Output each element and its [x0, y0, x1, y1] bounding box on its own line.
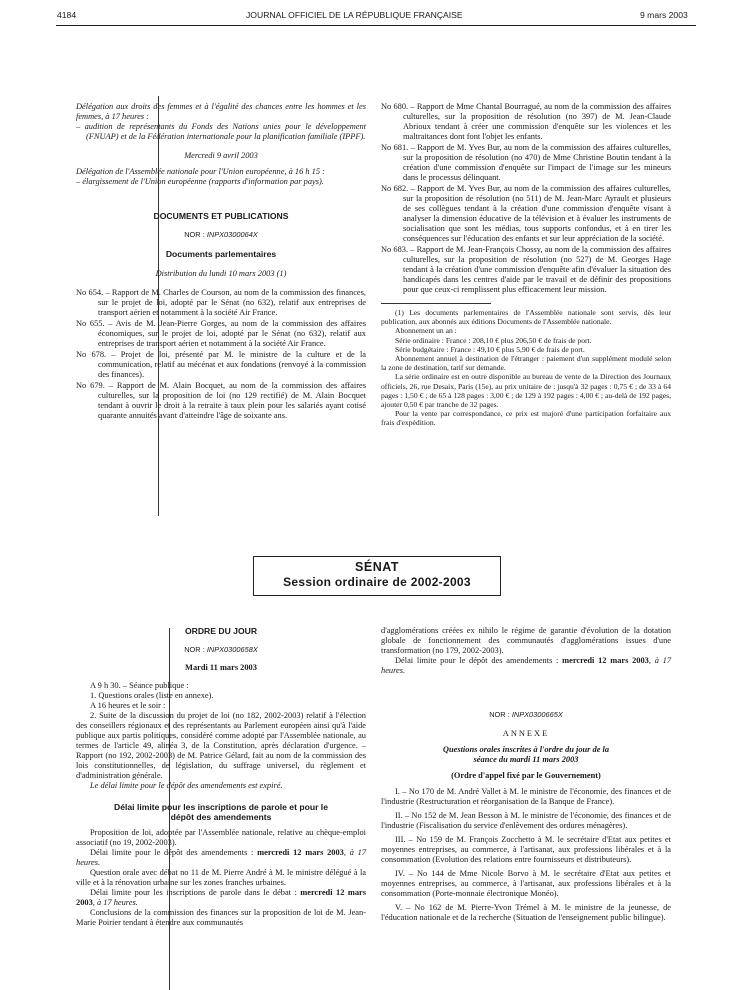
session-date: Mardi 11 mars 2003 [185, 663, 257, 672]
delai-depot: Délai limite pour le dépôt des amendements : mercredi 12 mars 2003, à 17 heures. [76, 848, 367, 867]
vente-info: La série ordinaire est en outre disponible au bureau de vente de la Direction des Journaux officiels, 26, rue Desaix, Paris (15e), au prix unitaire de : jusqu'à 32 pages : 0,75 € ; de 33 à 64 pages : 1,50 € ; de 65 à 128 pages : 3,00 € ; de 129 à 192 pages : 4,00 € ; au-delà de 192 pages, ajouter 0,50 € par tranche de 32 pages. [381, 372, 671, 410]
continuation-text: d'agglomérations créées ex nihilo le régime de garantie d'évolution de la dotation globale de fonctionnement des communautés d'agglomérations issues d'une transformation (no 179, 2002-2003). [381, 626, 671, 655]
senat-box [253, 556, 501, 596]
document-entry: No 679. – Rapport de M. Alain Bocquet, au nom de la commission des affaires culturelles, sur la proposition de loi (no 129 rectifié) de M. Alain Bocquet tendant à ouvrir le droit à la retraite à taux plein pour les salariés ayant cotisé quarante annuités avant d'atteindre l'âge de soixante ans. [76, 381, 366, 420]
annexe-nor: NOR : INPX0300665X [489, 710, 563, 719]
distribution-date: Distribution du lundi 10 mars 2003 (1) [155, 269, 287, 278]
conclusions: Conclusions de la commission des finances sur la proposition de loi de M. Jean-Marie Poirier tendant à étendre aux communautés [76, 908, 366, 927]
delai-heading: Délai limite pour les inscriptions de parole et pour le dépôt des amendements [114, 802, 328, 822]
document-entry: No 655. – Avis de M. Jean-Pierre Gorges, au nom de la commission des affaires économiques, sur le projet de loi, adopté par le Sénat (no 632), relatif aux entreprises de transport aérien et notamment à la société Air France. [76, 319, 366, 348]
questions-title: Questions orales inscrites à l'ordre du jour de la séance du mardi 11 mars 2003 [442, 745, 610, 764]
documents-list [76, 288, 366, 421]
ordre-nor: NOR : INPX0300658X [184, 645, 258, 654]
proposition-loi: Proposition de loi, adoptée par l'Assemblée nationale, relative au chèque-emploi associatif (no 19, 2002-2003). [76, 828, 366, 847]
page-number: 4184 [57, 10, 77, 20]
left-column-bottom [76, 626, 366, 928]
agenda-item-2: 2. Suite de la discussion du projet de loi (no 182, 2002-2003) relatif à l'élection des conseillers régionaux et des représentants au Parlement européen ainsi qu'à l'aide publique aux partis politiques, considéré comme adopté par l'Assemblée nationale, au termes de l'article 49, alinéa 3, de la Constitution, après déclaration d'urgence. – Rapport (no 192, 2002-2003) de M. Patrice Gélard, fait au nom de la commission des lois constitutionnelles, de législation, du suffrage universel, du règlement et d'administration générale. [76, 711, 366, 780]
ordre-appel: (Ordre d'appel fixé par le Gouvernement) [451, 771, 601, 780]
senat-title: SÉNAT [355, 560, 399, 574]
serie-budgetaire: Série budgétaire : France : 49,10 € plus 5,90 € de frais de port. [395, 344, 585, 354]
document-entry: No 678. – Projet de loi, présenté par M. le ministre de la culture et de la communication, relatif au mécénat et aux fondations (renvoyé à la commission des finances). [76, 350, 366, 379]
audition-item: – audition de représentants du Fonds des Nations unies pour le développement (FNUAP) et de la Fédération internationale pour la planification familiale (IPPF). [76, 122, 366, 141]
right-column-bottom [381, 626, 671, 923]
question-item: IV. – No 144 de Mme Nicole Borvo à M. le secrétaire d'Etat aux petites et moyennes entreprises, au commerce, à l'artisanat, aux professions libérales et à la consommation (Porte-monnaie électronique Monéo). [381, 869, 671, 898]
serie-ordinaire: Série ordinaire : France : 208,10 € plus 206,50 € de frais de port. [395, 335, 592, 345]
page-header [0, 10, 751, 24]
header-date: 9 mars 2003 [640, 10, 688, 20]
header-rule [56, 25, 696, 26]
delai-parole: Délai limite pour les inscriptions de parole dans le débat : mercredi 12 mars 2003, à 17 heures. [76, 888, 366, 907]
document-entry: No 682. – Rapport de M. Yves Bur, au nom de la commission des affaires culturelles, sur la proposition de résolution (no 511) de M. Jean-Marc Ayrault et plusieurs de ses collègues tendant à la création d'une commission d'enquête visant à analyser la dimension éducative de la télévision et à évaluer les instruments de socialisation que sont les médias, tous supports confondus, et à en tirer les conséquences sur l'éducation des enfants et sur leur appréciation de la société. [381, 184, 671, 243]
question-item: I. – No 170 de M. André Vallet à M. le ministre de l'économie, des finances et de l'industrie (Restructuration et réorganisation de la Banque de France). [381, 787, 671, 806]
documents-subheading: Documents parlementaires [165, 249, 277, 259]
question-item: V. – No 162 de M. Pierre-Yvon Trémel à M. le ministre de la jeunesse, de l'éducation nationale et de la recherche (Situation de l'enseignement public bilingue). [381, 903, 671, 922]
abonnement-label: Abonnement un an : [395, 326, 457, 336]
delegation-droits: Délégation aux droits des femmes et à l'égalité des chances entre les hommes et les femmes, à 17 heures : [76, 102, 366, 121]
question-item: III. – No 159 de M. François Zocchetto à M. le secrétaire d'Etat aux petites et moyennes entreprises, au commerce, à l'artisanat, aux professions libérales et à la consommation (Evolution des relations entre fournisseurs et distributeurs). [381, 835, 671, 864]
footnote-block [381, 308, 671, 428]
ordre-du-jour-heading: ORDRE DU JOUR [184, 626, 258, 636]
delai-expire: Le délai limite pour le dépôt des amendements est expiré. [90, 781, 283, 790]
left-column-top [76, 102, 366, 422]
right-column-top [381, 102, 671, 428]
document-entry: No 654. – Rapport de M. Charles de Courson, au nom de la commission des finances, sur le projet de loi, adopté par le Sénat (no 632), relatif aux entreprises de transport aérien et notamment à la société Air France. [76, 288, 366, 317]
annexe-heading: ANNEXE [502, 729, 550, 738]
document-entry: No 683. – Rapport de M. Jean-François Chossy, au nom de la commission des affaires culturelles, sur la proposition de résolution (no 527) de M. Georges Hage tendant à la création d'une commission d'enquête afin d'évaluer la situation des handicapés dans les centres d'aide par le travail et de définir des propositions pour que ceux-ci remplissent plus efficacement leur mission. [381, 245, 671, 294]
delegation-ue: Délégation de l'Assemblée nationale pour l'Union européenne, à 16 h 15 : [76, 167, 325, 176]
mercredi-date: Mercredi 9 avril 2003 [184, 151, 258, 160]
question-item: II. – No 152 de M. Jean Besson à M. le ministre de l'économie, des finances et de l'industrie (Fiscalisation du service d'enlèvement des ordures ménagères). [381, 811, 671, 830]
seance-afternoon: A 16 heures et le soir : [90, 701, 166, 710]
document-entry: No 680. – Rapport de Mme Chantal Bourragué, au nom de la commission des affaires culturelles, sur la proposition de résolution (no 397) de M. Jean-Claude Abrioux tendant à créer une commission d'enquête sur les violences et les maltraitances dont font l'objet les enfants. [381, 102, 671, 141]
seance-morning: A 9 h 30. – Séance publique : [90, 681, 189, 690]
footnote-text: (1) Les documents parlementaires de l'Assemblée nationale sont servis, dès leur publication, aux abonnés aux éditions Documents de l'Assemblée nationale. [381, 308, 671, 327]
abonnement-etranger: Abonnement annuel à destination de l'étranger : paiement d'un supplément modulé selon la zone de destination, tarif sur demande. [381, 354, 671, 373]
senat-subtitle: Session ordinaire de 2002-2003 [283, 575, 471, 589]
journal-title: JOURNAL OFFICIEL DE LA RÉPUBLIQUE FRANÇAISE [246, 10, 463, 20]
question-debat: Question orale avec débat no 11 de M. Pierre André à M. le ministre délégué à la ville et à la rénovation urbaine sur les zones franches urbaines. [76, 868, 366, 887]
document-entry: No 681. – Rapport de M. Yves Bur, au nom de la commission des affaires culturelles, sur la proposition de résolution (no 470) de Mme Christine Boutin tendant à la création d'une commission d'enquête sur l'impact de l'image sur les mineurs dans le processus délinquant. [381, 143, 671, 182]
questions-list [381, 787, 671, 923]
documents-nor: NOR : INPX0300064X [184, 230, 258, 239]
elargissement-item: – élargissement de l'Union européenne (rapports d'information par pays). [76, 177, 324, 186]
correspondance-info: Pour la vente par correspondance, ce prix est majoré d'une participation forfaitaire aux frais d'expédition. [381, 409, 671, 428]
agenda-item-1: 1. Questions orales (liste en annexe). [90, 691, 214, 700]
delai-depot-right: Délai limite pour le dépôt des amendements : mercredi 12 mars 2003, à 17 heures. [381, 656, 672, 675]
footnote-rule [381, 303, 491, 304]
documents-heading: DOCUMENTS ET PUBLICATIONS [153, 211, 289, 221]
